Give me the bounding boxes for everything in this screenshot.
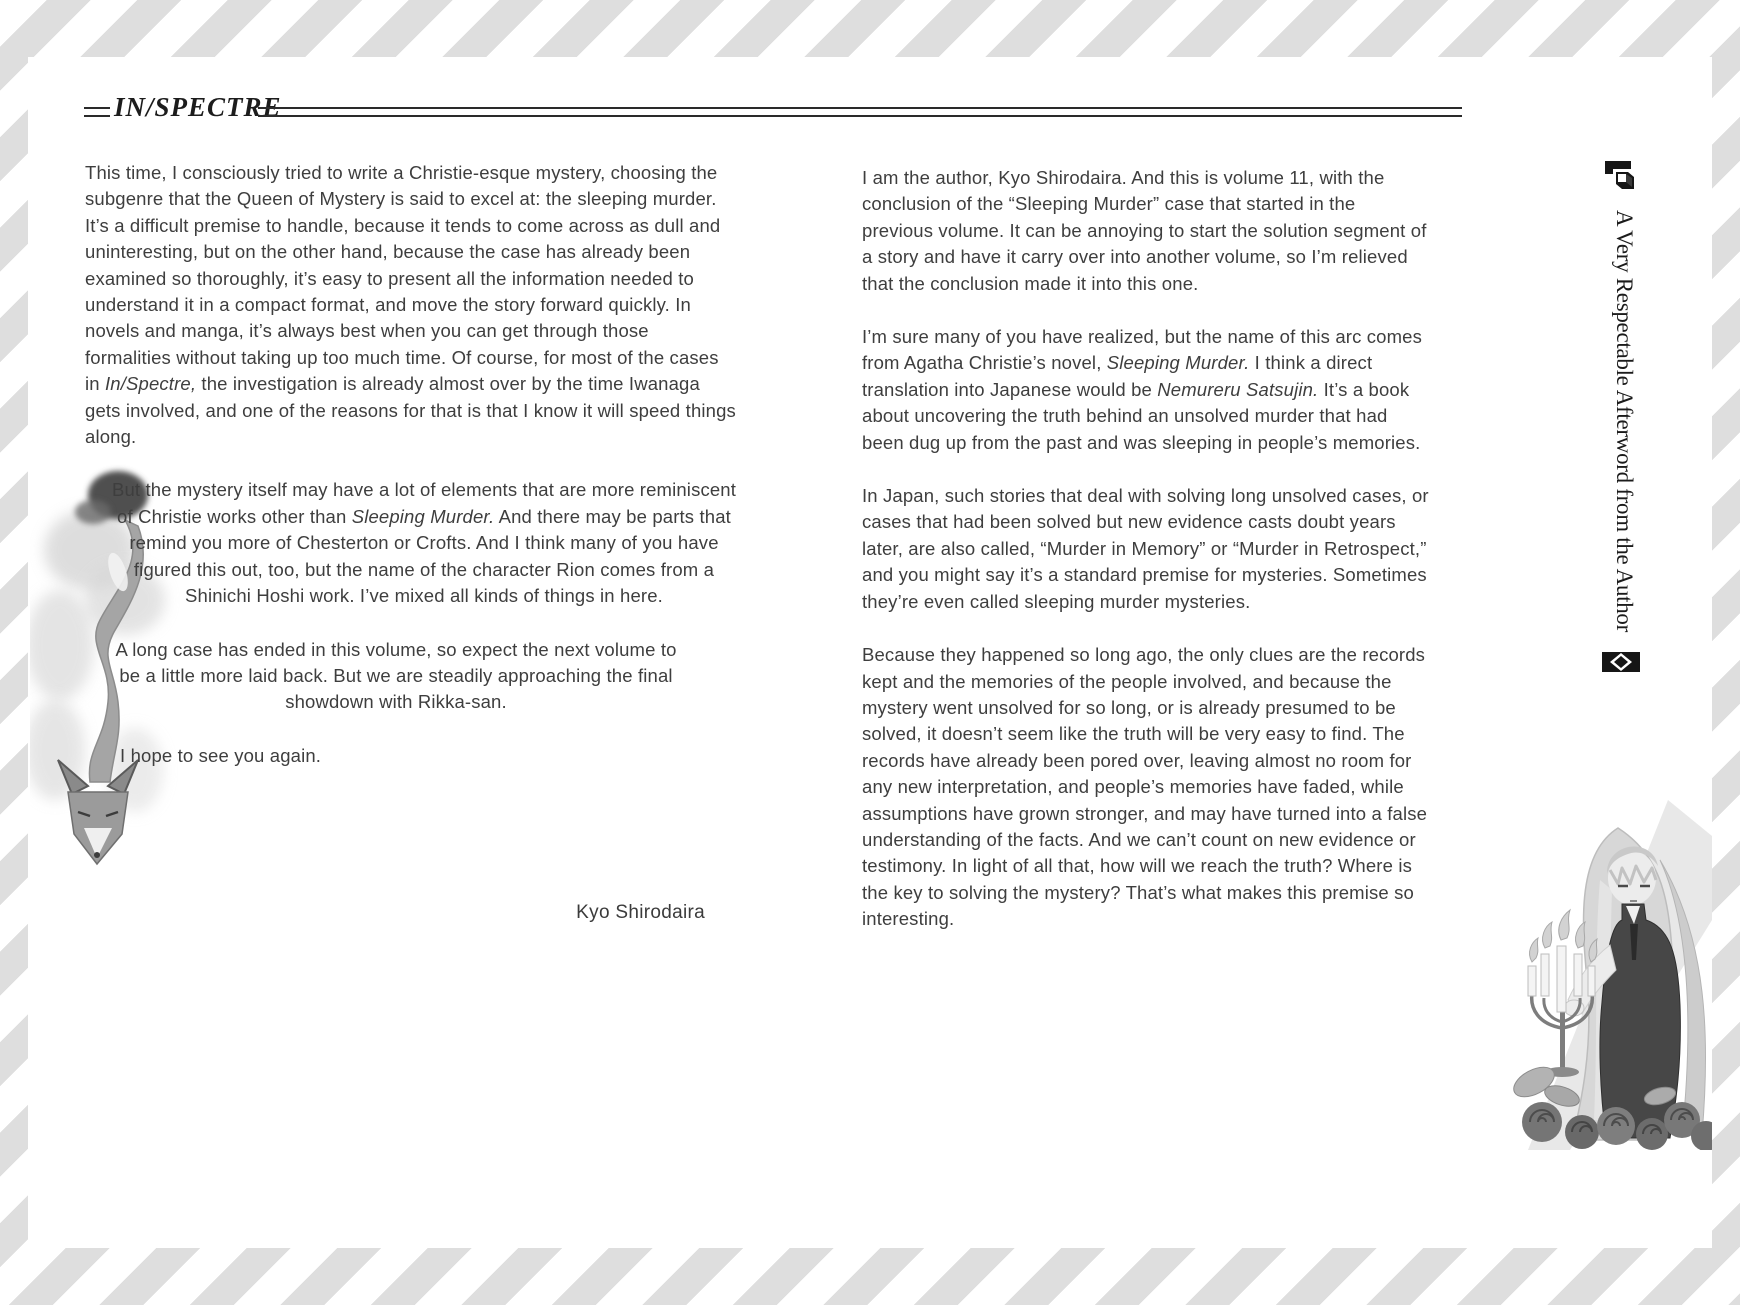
header-rule-right (258, 107, 1462, 117)
girl-candelabra-illustration (1510, 800, 1712, 1150)
paragraph: This time, I consciously tried to write a Christie-esque mystery, choosing the subgenre that the Queen of Mystery is said to excel at: the sleeping murder. It’s a difficult premise to handle, because it tends to come across as dull and uninteresting, but on the other hand, because the case has already been examined so thoroughly, it’s easy to present all the information needed to understand it in a compact format, and move the story forward quickly. In novels and manga, it’s always best when you can get through those formalities without taking up too much time. Of course, for most of the cases in In/Spectre, the investigation is already almost over by the time Iwanaga gets involved, and one of the reasons for that is that I know it will speed things along. (85, 162, 736, 448)
right-text-column (862, 165, 1430, 960)
header-rule-left (84, 107, 110, 117)
paragraph: A long case has ended in this volume, so expect the next volume to be a little more laid back. But we are steadily approaching the final showdown with Rikka-san. (115, 638, 677, 713)
left-text-column (85, 160, 737, 796)
paragraph: But the mystery itself may have a lot of elements that are more reminiscent of Christie works other than Sleeping Murder. And there may be parts that remind you more of Chesterton or Crofts. And I think many of you have figured this out, too, but the name of the character Rion comes from a Shinichi Hoshi work. I’ve mixed all kinds of things in here. (111, 479, 737, 607)
afterword-sidebar-title: A Very Respectable Afterword from the Author (1612, 210, 1637, 632)
paragraph: In Japan, such stories that deal with solving long unsolved cases, or cases that had been solved but new evidence casts doubt years later, are also called, “Murder in Memory” or “Murder in Retrospect,” and you might say it’s a standard premise for mysteries. Sometimes they’re even called sleeping murder mysteries. (862, 485, 1429, 612)
paragraph: I am the author, Kyo Shirodaira. And this is volume 11, with the conclusion of the “Sleeping Murder” case that started in the previous volume. It can be annoying to start the solution segment of a story and have it carry over into another volume, so I’m relieved that the conclusion made it into this one. (862, 167, 1427, 294)
paragraph: Because they happened so long ago, the only clues are the records kept and the memories of the people involved, and because the mystery went unsolved for so long, or is already presumed to be solved, it doesn’t seem like the truth will be very easy to find. The records have already been pored over, leaving almost no room for any new interpretation, and people’s memories have faded, while assumptions have grown stronger, and may have turned into a false understanding of the facts. And we can’t count on new evidence or testimony. In light of all that, how will we reach the truth? Where is the key to solving the mystery? That’s what makes this premise so interesting. (862, 644, 1428, 930)
publisher-mark-icon (1604, 160, 1638, 192)
author-signature: Kyo Shirodaira (576, 902, 705, 923)
diamond-ornament-icon (1602, 650, 1640, 674)
paragraph: I hope to see you again. (120, 744, 322, 766)
paragraph: I’m sure many of you have realized, but the name of this arc comes from Agatha Christie’s novel, Sleeping Murder. I think a direct translation into Japanese would be Nemureru Satsujin. It’s a book about uncovering the truth behind an unsolved murder that had been dug up from the past and was sleeping in people’s memories. (862, 326, 1423, 453)
page-title: IN/SPECTRE (114, 92, 282, 122)
